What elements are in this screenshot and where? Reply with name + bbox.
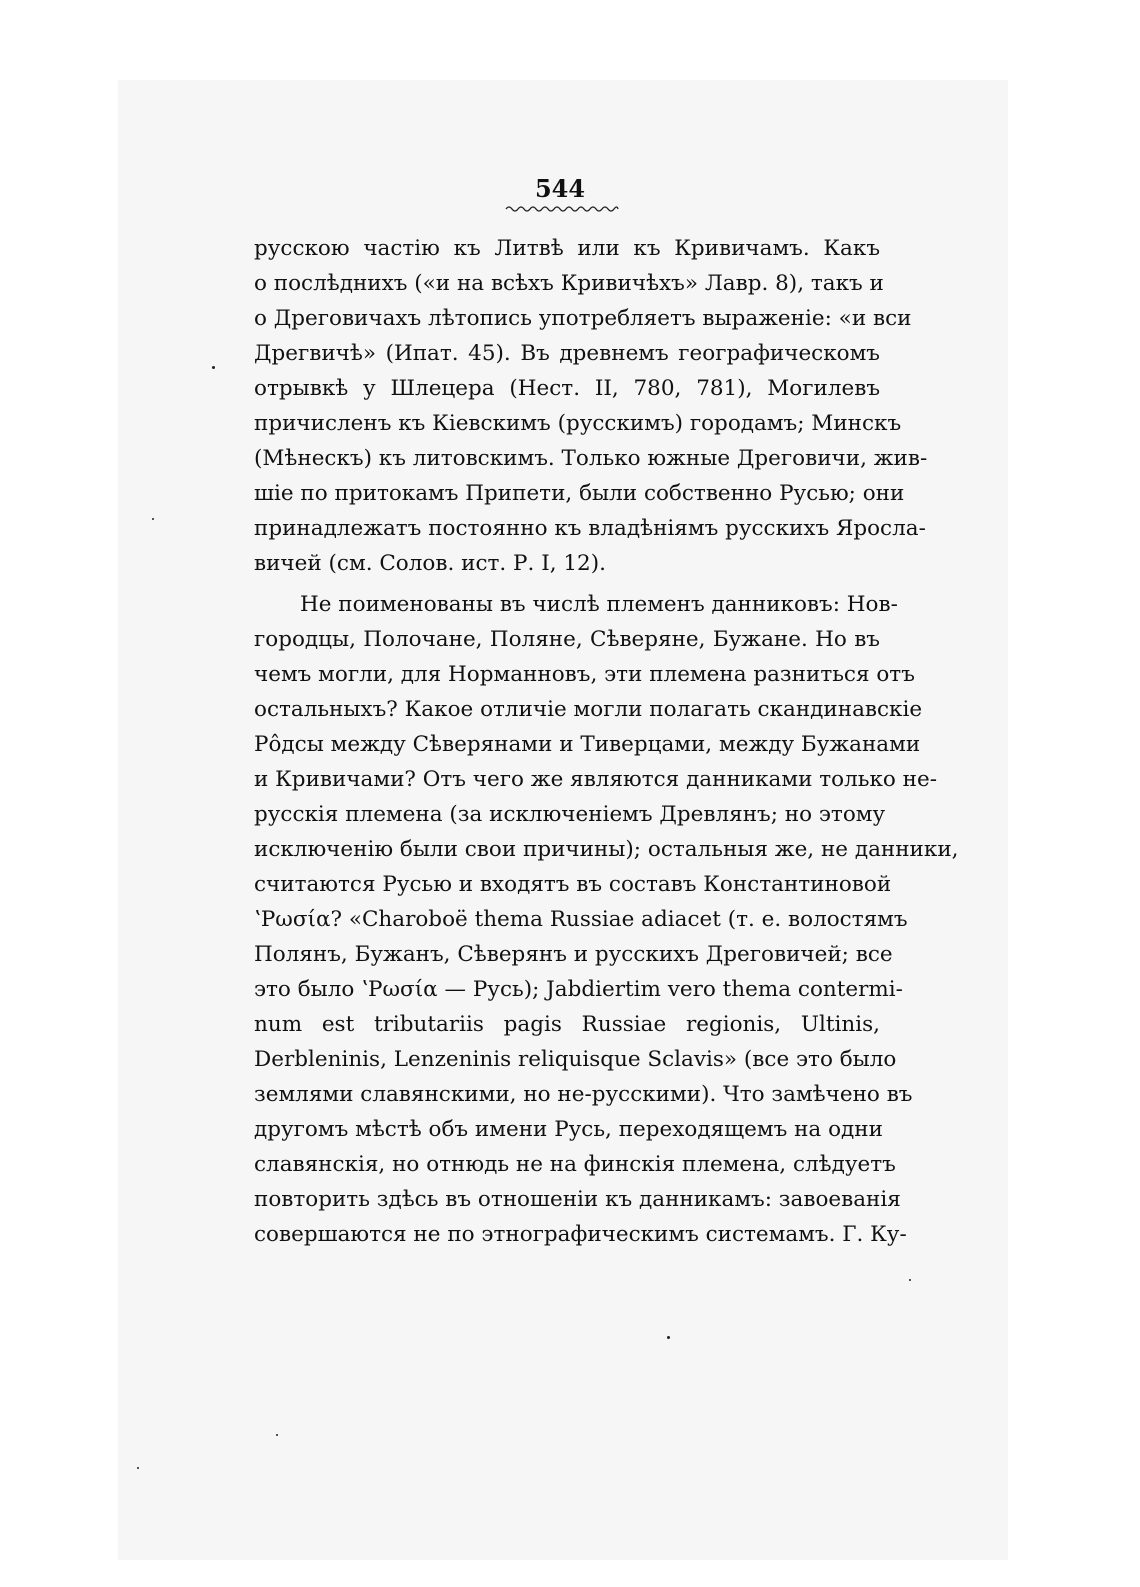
text-line: вичей (см. Солов. ист. Р. I, 12). — [254, 551, 606, 576]
scan-speck — [212, 366, 215, 369]
text-line: ʽΡωσία? «Charoboë thema Russiae adiacet (т. е. волостямъ — [254, 907, 908, 932]
text-line: принадлежатъ постоянно къ владѣніямъ русскихъ Яросла- — [254, 516, 926, 541]
text-line: num est tributariis pagis Russiae regionis, Ultinis, — [254, 1012, 880, 1037]
text-line: отрывкѣ у Шлецера (Нест. II, 780, 781), Могилевъ — [254, 376, 880, 401]
scan-speck — [137, 1467, 139, 1469]
text-line: другомъ мѣстѣ объ имени Русь, переходящемъ на одни — [254, 1117, 883, 1142]
text-line: исключенію были свои причины); остальныя же, не данники, — [254, 837, 959, 862]
paragraph-1 — [254, 231, 928, 581]
text-line: о послѣднихъ («и на всѣхъ Кривичѣхъ» Лавр. 8), такъ и — [254, 271, 884, 296]
text-line: (Мѣнескъ) къ литовскимъ. Только южные Дреговичи, жив- — [254, 446, 928, 471]
wavy-rule-ornament — [506, 204, 618, 214]
text-line: славянскія, но отнюдь не на финскія племена, слѣдуетъ — [254, 1152, 896, 1177]
scan-speck — [667, 1336, 670, 1339]
scan-speck — [909, 1279, 911, 1281]
scan-speck — [152, 518, 154, 520]
text-line: причисленъ къ Кіевскимъ (русскимъ) городамъ; Минскъ — [254, 411, 902, 436]
text-line: Дрегвичѣ» (Ипат. 45). Въ древнемъ географическомъ — [254, 341, 880, 366]
body-text — [254, 231, 959, 1252]
text-line: Не поименованы въ числѣ племенъ данниковъ: Нов- — [300, 592, 898, 617]
text-line: остальныхъ? Какое отличіе могли полагать скандинавскіе — [254, 697, 923, 722]
text-line: землями славянскими, но не-русскими). Что замѣчено въ — [254, 1082, 913, 1107]
paragraph-2 — [254, 587, 959, 1252]
text-line: городцы, Полочане, Поляне, Сѣверяне, Бужане. Но въ — [254, 627, 880, 652]
text-line: русскія племена (за исключеніемъ Древлянъ; но этому — [254, 802, 886, 827]
text-line: русскою частію къ Литвѣ или къ Кривичамъ. Какъ — [254, 236, 880, 261]
text-line: о Дреговичахъ лѣтопись употребляетъ выраженіе: «и вси — [254, 306, 912, 331]
text-line: Полянъ, Бужанъ, Сѣверянъ и русскихъ Дреговичей; все — [254, 942, 893, 967]
text-line: чемъ могли, для Норманновъ, эти племена разниться отъ — [254, 662, 915, 687]
text-line: это было ʽΡωσία — Русь); Jabdiertim vero thema contermi- — [254, 977, 903, 1002]
text-line: считаются Русью и входятъ въ составъ Константиновой — [254, 872, 892, 897]
text-line: и Кривичами? Отъ чего же являются данниками только не- — [254, 767, 937, 792]
text-line: повторить здѣсь въ отношеніи къ данникамъ: завоеванія — [254, 1187, 901, 1212]
text-line: Рôдсы между Сѣверянами и Тиверцами, между Бужанами — [254, 732, 921, 757]
text-line: шіе по притокамъ Припети, были собственно Русью; они — [254, 481, 905, 506]
scan-speck — [276, 1434, 278, 1436]
text-line: Derbleninis, Lenzeninis reliquisque Sclavis» (все это было — [254, 1047, 897, 1072]
text-line: совершаются не по этнографическимъ системамъ. Г. Ку- — [254, 1222, 907, 1247]
page-number: 544 — [534, 174, 586, 203]
